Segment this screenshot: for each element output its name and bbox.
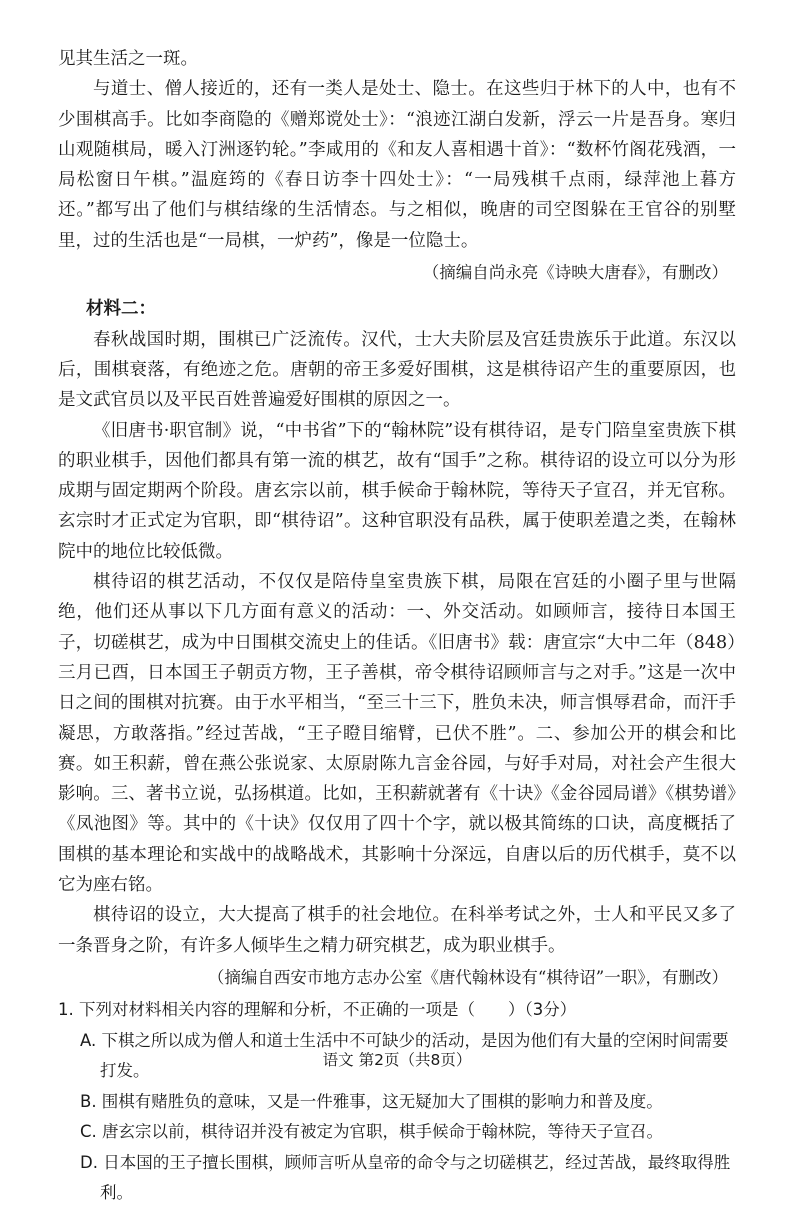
question-option-a: A. 下棋之所以成为僧人和道士生活中不可缺少的活动，是因为他们有大量的空闲时间需要打发。 — [80, 1030, 729, 1081]
material1-tail: 见其生活之一斑。 — [58, 49, 198, 69]
material2-paragraph-3: 棋待诏的棋艺活动，不仅仅是陪侍皇室贵族下棋，局限在宫廷的小圈子里与世隔绝，他们还从事以下几方面有意义的活动：一、外交活动。如顾师言，接待日本国王子，切磋棋艺，成为中日围棋交流史上的佳话。《旧唐书》载：唐宣宗“大中二年（848）三月已酉，日本国王子朝贡方物，王子善棋，帝令棋待诏顾师言与之对手。”这是一次中日之间的围棋对抗赛。由于水平相当，“至三十三下，胜负未决，师言惧辱君命，而汗手凝思，方敢落指。”经过苦战，“王子瞪目缩臂，已伏不胜”。二、参加公开的棋会和比赛。如王积薪，曾在燕公张说家、太原尉陈九言金谷园，与好手对局，对社会产生很大影响。三、著书立说，弘扬棋道。比如，王积薪就著有《十诀》《金谷园局谱》《棋势谱》《凤池图》等。其中的《十诀》仅仅用了四十个字，就以极其简练的口诀，高度概括了围棋的基本理论和实战中的战略战术，其影响十分深远，自唐以后的历代棋手，莫不以它为座右铭。 — [58, 572, 736, 896]
question-option-c: C. 唐玄宗以前，棋待诏并没有被定为官职，棋手候命于翰林院，等待天子宣召。 — [80, 1122, 664, 1142]
question-stem: 1. 下列对材料相关内容的理解和分析，不正确的一项是（ ）（3分） — [58, 1000, 577, 1020]
question-option-d: D. 日本国的王子擅长围棋，顾师言听从皇帝的命令与之切磋棋艺，经过苦战，最终取得胜利。 — [80, 1152, 731, 1203]
material2-source: （摘编自西安市地方志办公室《唐代翰林设有“棋待诏”一职》，有删改） — [207, 967, 728, 987]
question-option-b: B. 围棋有赌胜负的意味，又是一件雅事，这无疑加大了围棋的影响力和普及度。 — [80, 1091, 663, 1111]
material1-paragraph: 与道士、僧人接近的，还有一类人是处士、隐士。在这些归于林下的人中，也有不少围棋高手。比如李商隐的《赠郑谠处士》：“浪迹江湖白发新，浮云一片是吾身。寒归山观随棋局，暖入汀洲逐钓轮。”李咸用的《和友人喜相遇十首》：“数杯竹阁花残酒，一局松窗日午棋。”温庭筠的《春日访李十四处士》：“一局残棋千点雨，绿萍池上暮方还。”都写出了他们与棋结缘的生活情态。与之相似，晚唐的司空图躲在王官谷的别墅里，过的生活也是“一局棋，一炉药”，像是一位隐士。 — [58, 79, 736, 251]
material2-paragraph-4: 棋待诏的设立，大大提高了棋手的社会地位。在科举考试之外，士人和平民又多了一条晋身之阶，有许多人倾毕生之精力研究棋艺，成为职业棋手。 — [58, 905, 736, 956]
material2-heading: 材料二： — [86, 299, 156, 320]
page-footer: 语文 第2页（共8页） — [322, 1051, 472, 1069]
material2-paragraph-1: 春秋战国时期，围棋已广泛流传。汉代，士大夫阶层及宫廷贵族乐于此道。东汉以后，围棋衰落，有绝迹之危。唐朝的帝王多爱好围棋，这是棋待诏产生的重要原因，也是文武官员以及平民百姓普遍爱好围棋的原因之一。 — [58, 329, 736, 411]
material1-source: （摘编自尚永亮《诗映大唐春》，有删改） — [422, 263, 728, 283]
material2-paragraph-2: 《旧唐书·职官制》说，“中书省”下的“翰林院”设有棋待诏，是专门陪皇室贵族下棋的职业棋手，因他们都具有第一流的棋艺，故有“国手”之称。棋待诏的设立可以分为形成期与固定期两个阶段。唐玄宗以前，棋手候命于翰林院，等待天子宣召，并无官称。玄宗时才正式定为官职，即“棋待诏”。这种官职没有品秩，属于使职差遣之类，在翰林院中的地位比较低微。 — [58, 420, 736, 562]
